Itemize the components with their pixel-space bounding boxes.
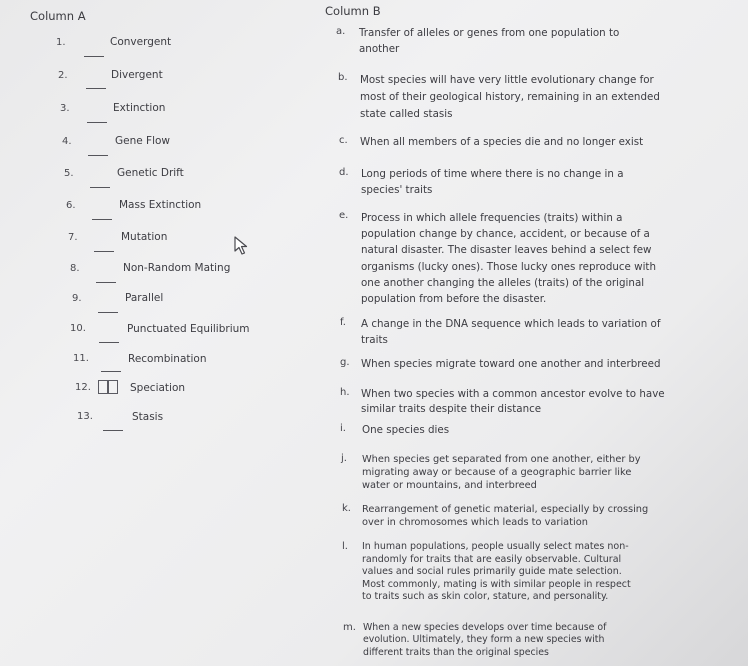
answer-blank-13[interactable] [103, 430, 123, 431]
term-genetic-drift: Genetic Drift [117, 167, 184, 179]
item-number: 4. [62, 136, 72, 147]
item-number: 3. [60, 103, 70, 114]
term-speciation: Speciation [130, 382, 186, 394]
term-extinction: Extinction [113, 102, 166, 114]
answer-blank-8[interactable] [96, 282, 116, 283]
term-punctuated-equilibrium: Punctuated Equilibrium [127, 323, 250, 335]
answer-blank-2[interactable] [86, 88, 106, 89]
answer-blank-1[interactable] [84, 56, 104, 57]
mouse-pointer-icon [234, 236, 250, 256]
column-b-heading: Column B [325, 4, 381, 18]
item-number: 6. [66, 200, 76, 211]
item-number: 10. [70, 323, 86, 334]
item-number: 12. [75, 382, 91, 393]
item-number: 1. [56, 37, 66, 48]
answer-blank-9[interactable] [98, 312, 118, 313]
term-gene-flow: Gene Flow [115, 135, 171, 147]
term-mass-extinction: Mass Extinction [119, 199, 202, 211]
answer-blank-4[interactable] [88, 155, 108, 156]
term-convergent: Convergent [110, 36, 172, 48]
term-recombination: Recombination [128, 353, 207, 365]
item-number: 11. [73, 353, 89, 364]
item-number: 13. [77, 411, 93, 422]
term-parallel: Parallel [125, 292, 164, 304]
item-number: 2. [58, 70, 68, 81]
answer-blank-5[interactable] [90, 187, 110, 188]
term-non-random-mating: Non-Random Mating [123, 262, 231, 274]
selected-answer-box-12[interactable] [98, 380, 118, 394]
term-mutation: Mutation [121, 231, 168, 243]
worksheet-page: Column A Column B 1. Convergent 2. Divergent 3. Extinction 4. Gene Flow 5. Genetic Drift 6. Mass Extinction 7. Mutation 8. Non-Random Mating 9. Parallel 10. Punctuated Equilibrium 11. Recombination 12. Speciation 13. Stasis a. Transfer of alleles or genes from one population to another b. Most species will have very little evolutionary change for most of their geological history, remaining in an extended state called stasis c. When all members of a species die and no longer exist d. Long periods of time where there is no change in a species' traits e. Process in which allele frequencies (traits) within a population change by chance, accident, or because of a natural disaster. The disaster leaves behind a select few organisms (lucky ones). Those lucky ones reproduce with one another changing the alleles (traits) of the original population from before the disaster. f. A change in the DNA sequence which leads to variation of traits g. When species migrate toward one another and interbreed h. When two species with a common ancestor evolve to have similar traits despite their distance i. One species dies j. When species get separated from one another, either by migrating away or because of a geographic barrier like water or mountains, and interbreed k. Rearrangement of genetic material, especially by crossing over in chromosomes which leads to variation l. In human populations, people usually select mates non- randomly for traits that are easily observable. Cultural values and social rules primarily guide mate selection. Most commonly, mating is with similar people in respect to traits such as skin color, stature, and personality. m. When a new species develops over time because of evolution. Ultimately, they form a new species with different traits than the original species [30, 4, 665, 658]
answer-blank-7[interactable] [94, 251, 114, 252]
answer-blank-6[interactable] [92, 219, 112, 220]
answer-blank-3[interactable] [87, 122, 107, 123]
item-number: 5. [64, 168, 74, 179]
term-divergent: Divergent [111, 69, 163, 81]
item-number: 7. [68, 232, 78, 243]
item-number: 9. [72, 293, 82, 304]
answer-blank-10[interactable] [99, 342, 119, 343]
column-a-heading: Column A [30, 9, 86, 23]
item-number: 8. [70, 263, 80, 274]
answer-blank-11[interactable] [101, 371, 121, 372]
term-stasis: Stasis [132, 411, 164, 423]
